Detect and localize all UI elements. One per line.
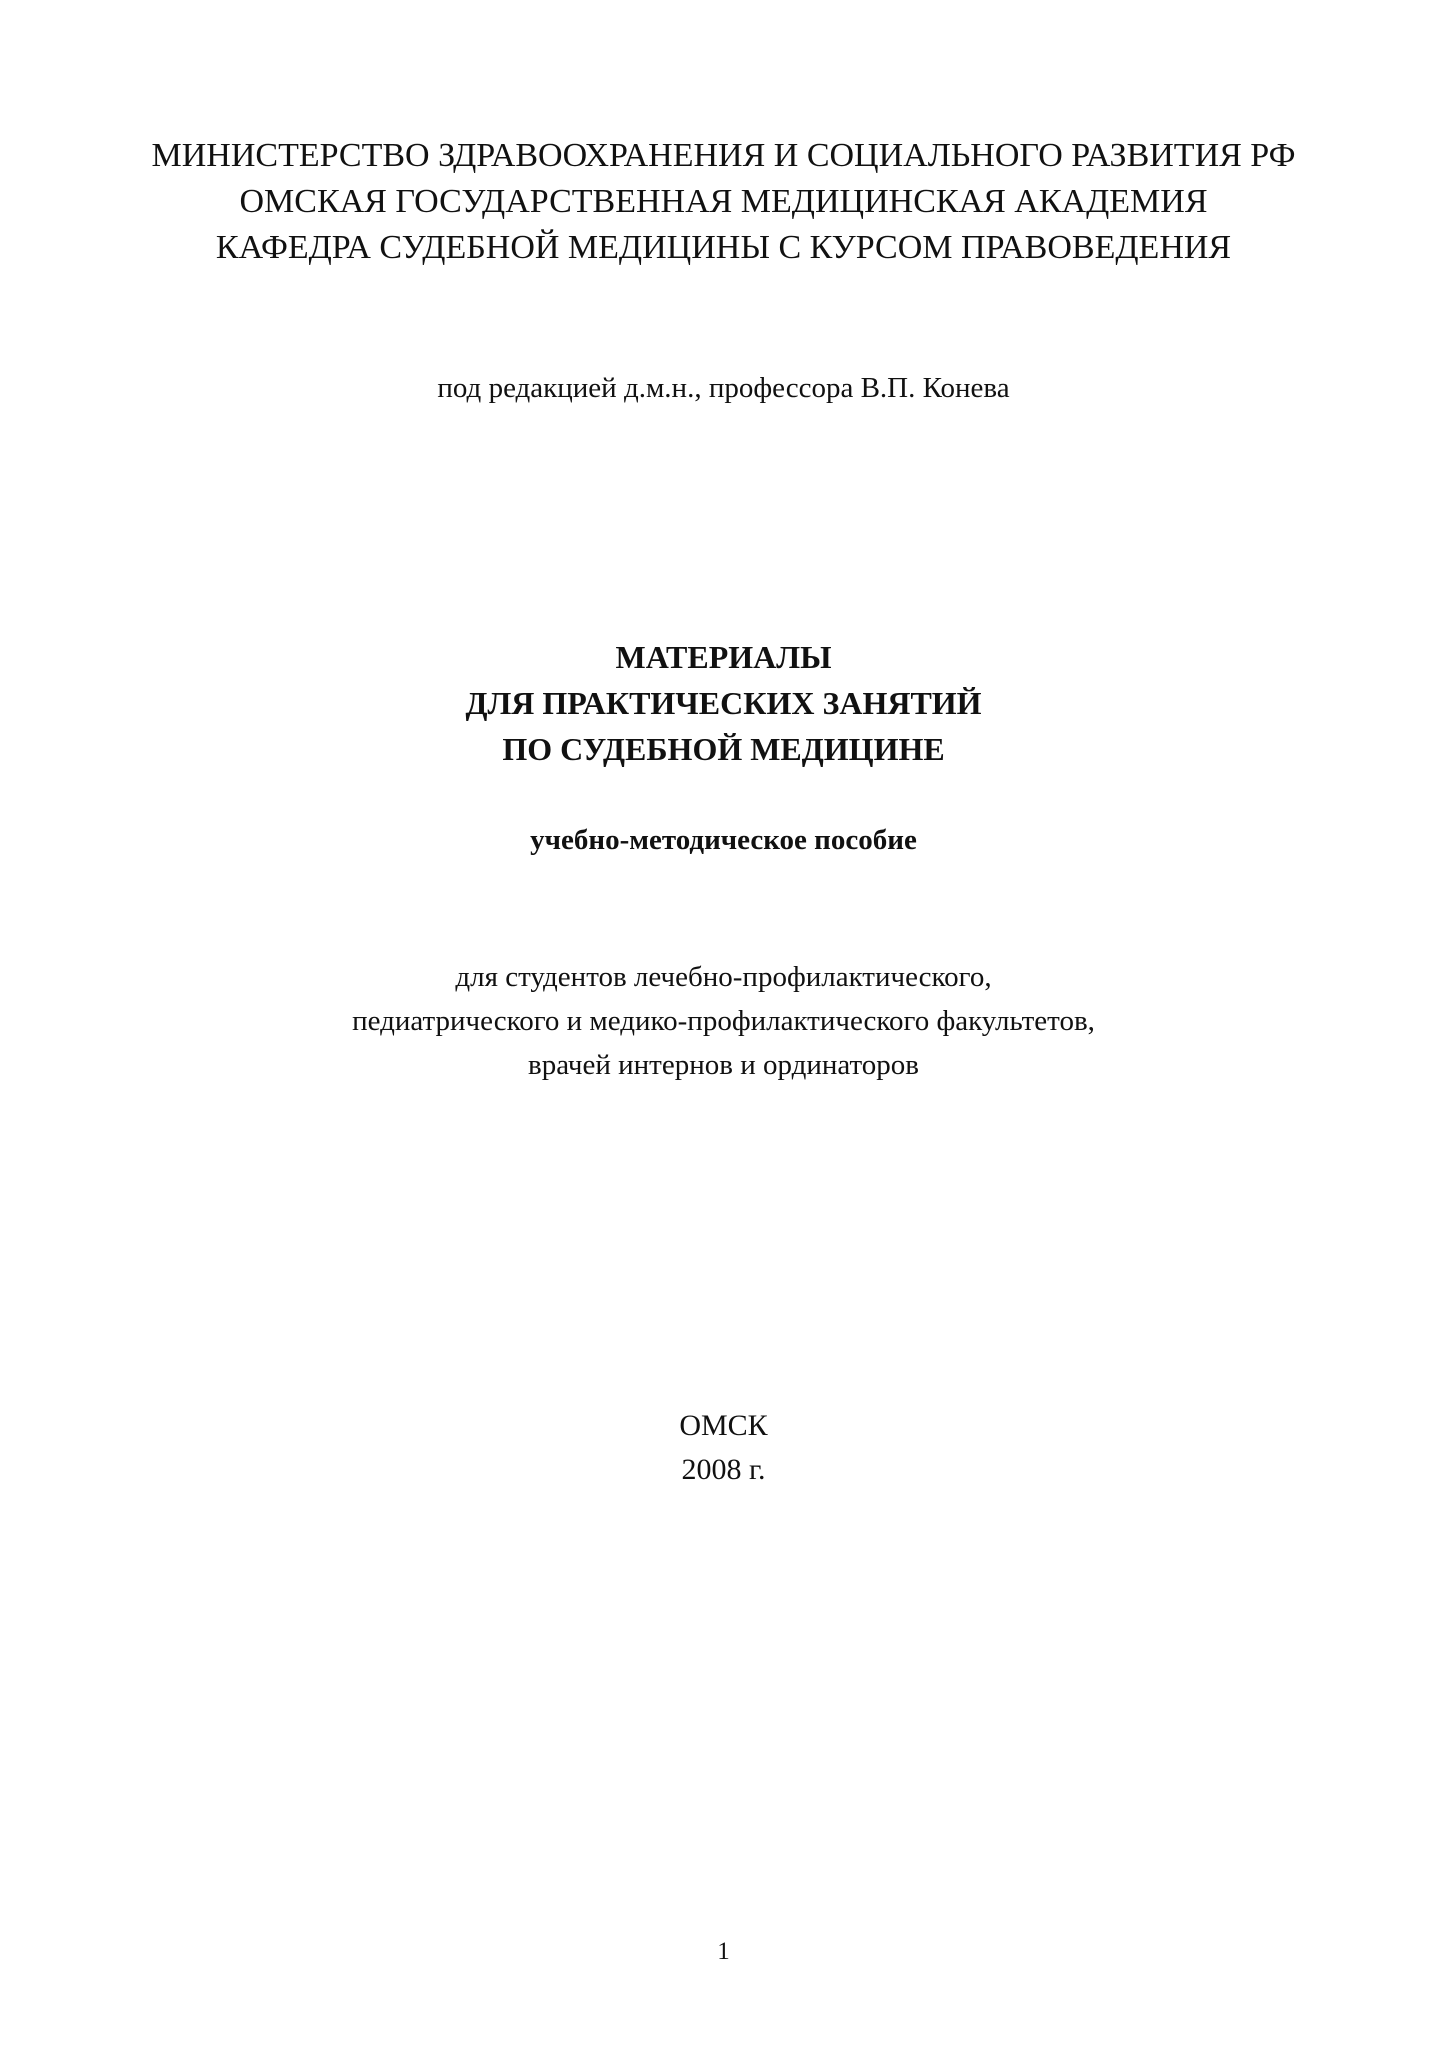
subtitle-line: учебно-методическое пособие <box>530 824 917 856</box>
page-number-text: 1 <box>717 1938 730 1965</box>
editor-line: под редакцией д.м.н., профессора В.П. Конева <box>437 372 1010 404</box>
title-line-1: МАТЕРИАЛЫ <box>615 639 832 675</box>
department-line: КАФЕДРА СУДЕБНОЙ МЕДИЦИНЫ С КУРСОМ ПРАВОВЕДЕНИЯ <box>215 229 1232 266</box>
institution-header <box>0 133 1447 271</box>
title-line-2: ДЛЯ ПРАКТИЧЕСКИХ ЗАНЯТИЙ <box>465 685 982 721</box>
target-audience <box>0 955 1447 1087</box>
audience-line-1: для студентов лечебно-профилактического, <box>455 961 992 993</box>
document-subtitle <box>0 820 1447 860</box>
page-number <box>0 1935 1447 1969</box>
document-title <box>0 634 1447 772</box>
academy-line: ОМСКАЯ ГОСУДАРСТВЕННАЯ МЕДИЦИНСКАЯ АКАДЕМИЯ <box>239 183 1208 220</box>
editor-credit <box>0 368 1447 408</box>
imprint-year: 2008 г. <box>681 1453 766 1486</box>
audience-line-2: педиатрического и медико-профилактического факультетов, <box>352 1005 1095 1037</box>
ministry-line: МИНИСТЕРСТВО ЗДРАВООХРАНЕНИЯ И СОЦИАЛЬНОГО РАЗВИТИЯ РФ <box>151 137 1296 174</box>
imprint <box>0 1404 1447 1492</box>
title-line-3: ПО СУДЕБНОЙ МЕДИЦИНЕ <box>502 731 945 767</box>
imprint-city: ОМСК <box>679 1409 768 1442</box>
audience-line-3: врачей интернов и ординаторов <box>528 1049 919 1081</box>
